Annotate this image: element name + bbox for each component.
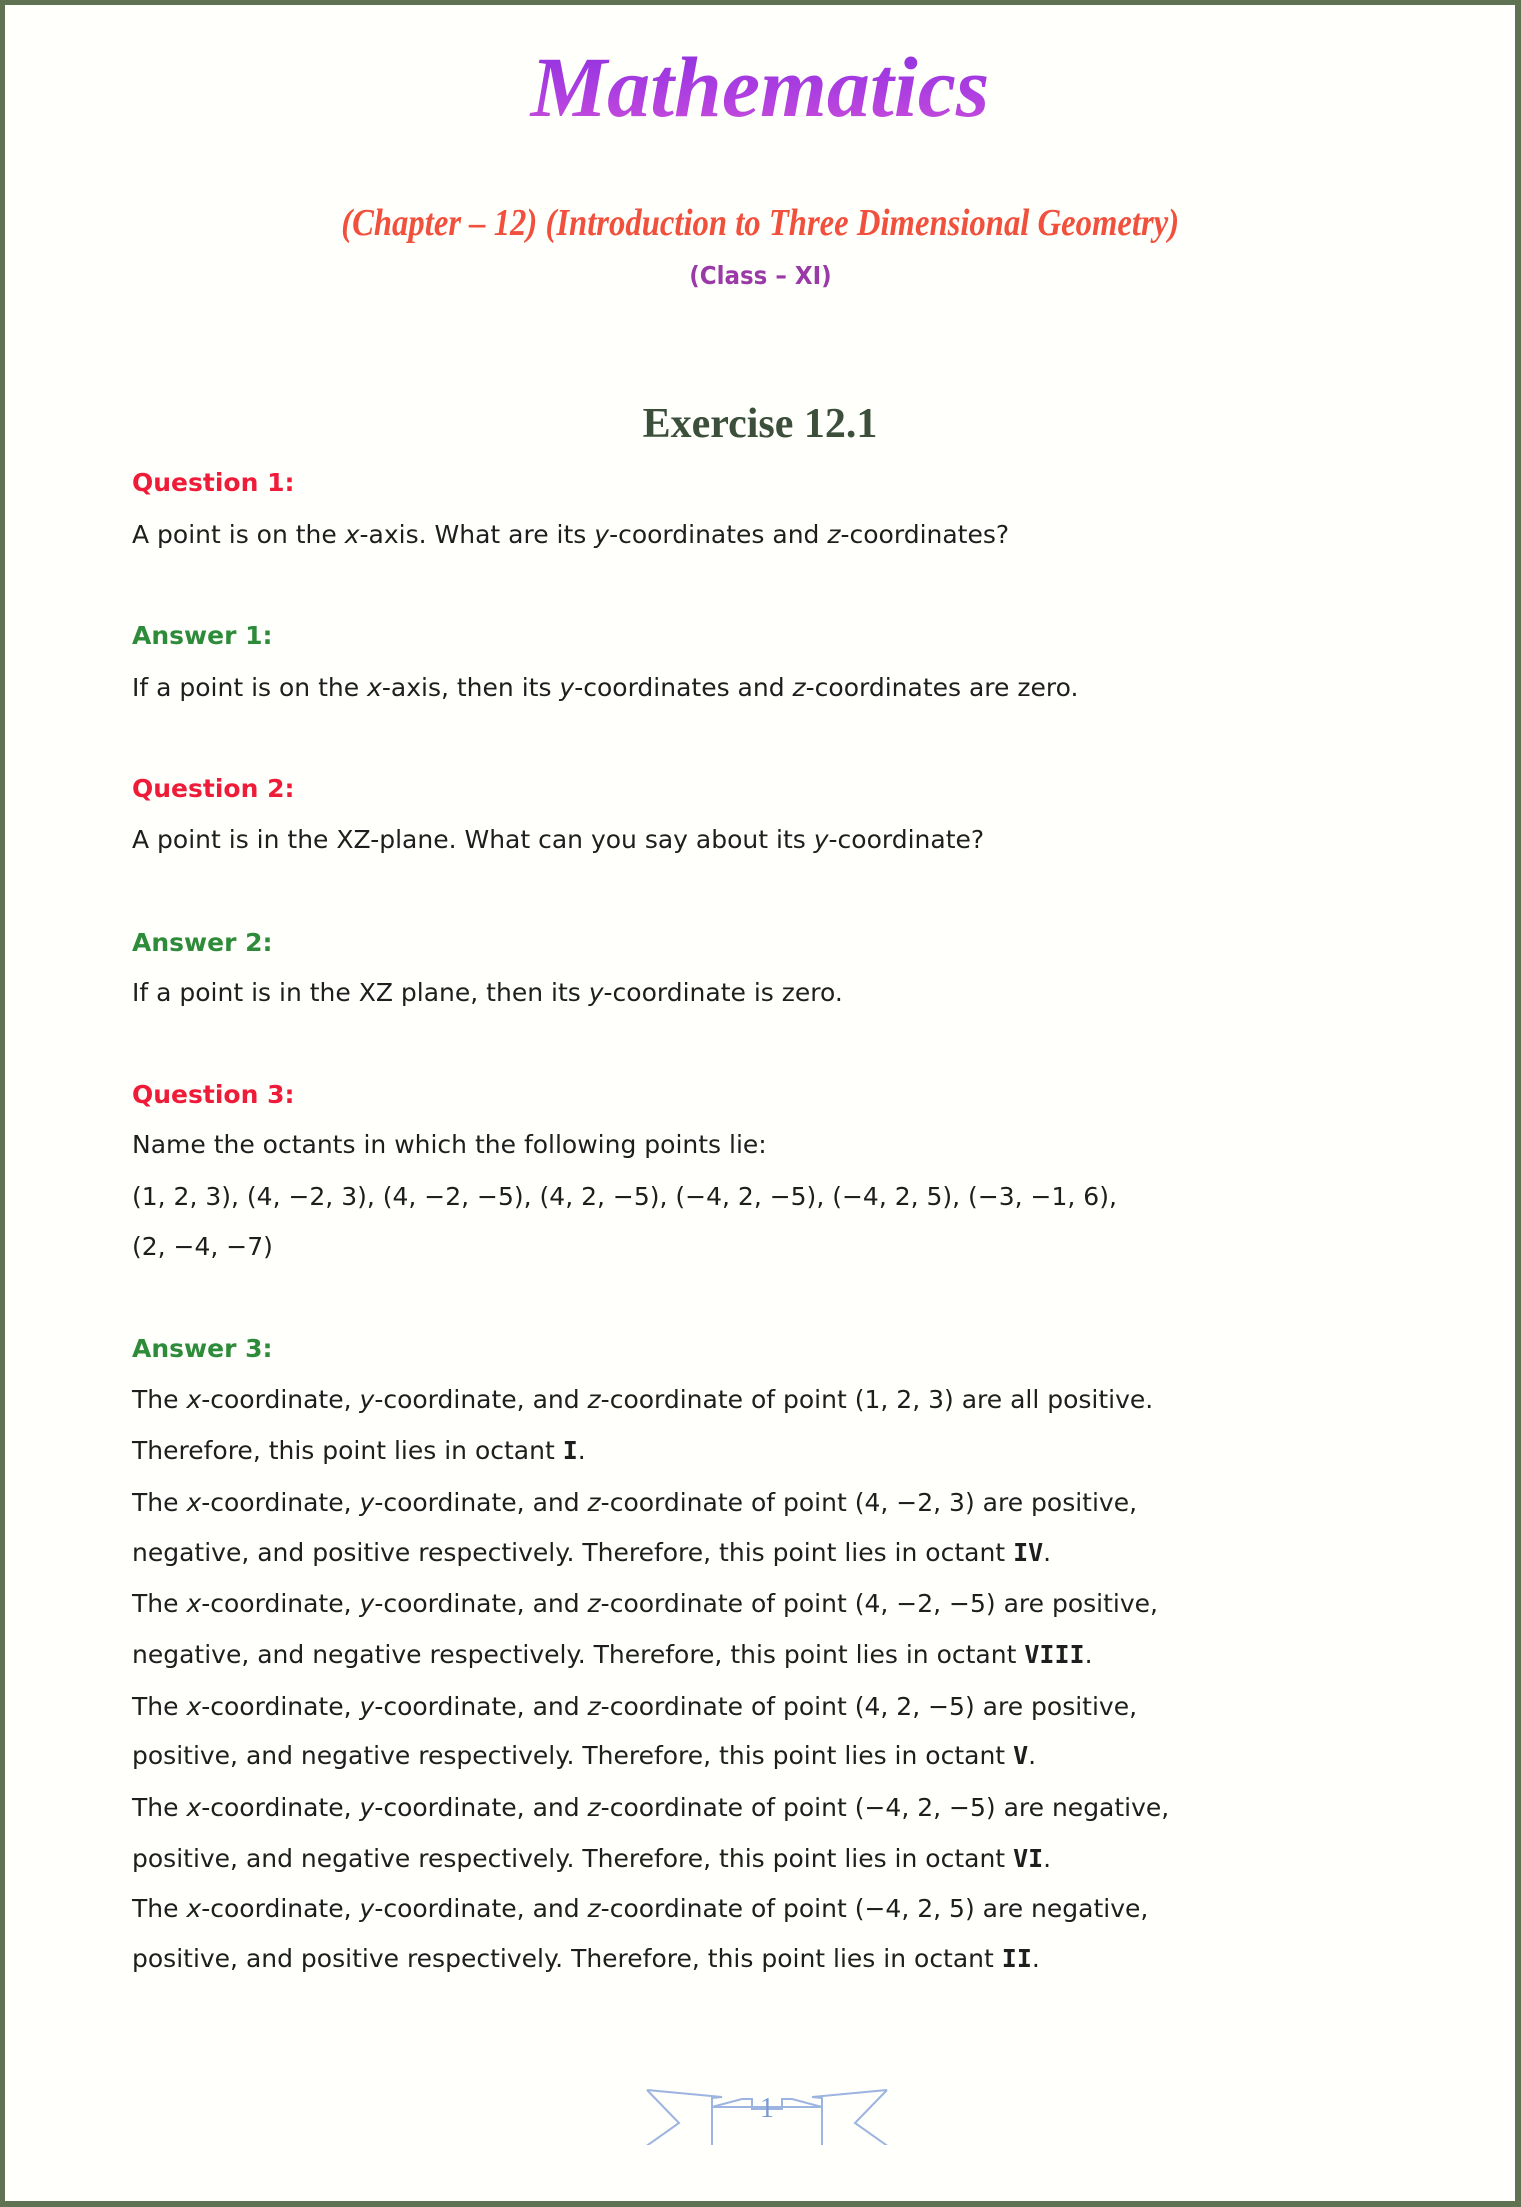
text-run: -coordinate of point (600, 1894, 855, 1923)
math-variable: z (587, 1793, 601, 1822)
answer-1-text (132, 670, 1078, 706)
math-variable: x (186, 1488, 202, 1517)
point-coordinates: (1, 2, 3) (854, 1385, 954, 1414)
math-variable: x (367, 673, 382, 702)
chapter-text: (Chapter – 12) (Introduction to Three Dimensional Geometry) (341, 202, 1179, 244)
answer-1-label: Answer 1: (132, 621, 273, 650)
text-run: -coordinates are zero. (805, 673, 1079, 702)
math-variable: y (359, 1793, 375, 1822)
chapter-heading (5, 201, 1515, 245)
text-run: -coordinate, (201, 1894, 360, 1923)
text-run: are positive, (995, 1589, 1158, 1618)
text-run: -coordinate of point (600, 1488, 855, 1517)
question-1-text (132, 517, 1009, 553)
text-run: positive, and negative respectively. Therefore, this point lies in octant (132, 1741, 1014, 1770)
point-coordinates: (4, −2, −5) (854, 1589, 996, 1618)
point-coordinates: (4, −2, 3) (854, 1488, 975, 1517)
answer-3-item-5-line-2 (132, 1841, 1051, 1877)
answer-3-item-3-line-2 (132, 1637, 1093, 1673)
text-run: are negative, (995, 1793, 1170, 1822)
answer-3-label: Answer 3: (132, 1334, 273, 1363)
math-variable: y (359, 1385, 375, 1414)
text-run: If a point is on the (132, 673, 368, 702)
octant-numeral: II (1001, 1944, 1032, 1973)
text-run: . (1043, 1538, 1052, 1567)
answer-3-item-3-line-1 (132, 1586, 1158, 1622)
text-run: positive, and positive respectively. Therefore, this point lies in octant (132, 1944, 1002, 1973)
math-variable: y (359, 1488, 375, 1517)
text-run: A point is on the (132, 520, 345, 549)
answer-3-item-4-line-2 (132, 1738, 1036, 1774)
text-run: -axis. What are its (359, 520, 595, 549)
math-variable: x (186, 1589, 202, 1618)
math-variable: y (588, 978, 604, 1007)
point-coordinates: (−4, 2, −5) (854, 1793, 996, 1822)
text-run: -coordinate, and (374, 1385, 588, 1414)
point-coordinates: (−4, 2, 5) (854, 1894, 975, 1923)
math-variable: y (813, 825, 829, 854)
text-run: . (1028, 1741, 1037, 1770)
math-variable: x (186, 1692, 202, 1721)
answer-3-item-4-line-1 (132, 1689, 1137, 1725)
exercise-title: Exercise 12.1 (642, 401, 878, 447)
subject-title: Mathematics (5, 37, 1515, 137)
class-label (5, 259, 1515, 293)
text-run: The (132, 1385, 187, 1414)
class-text: (Class – XI) (688, 261, 832, 290)
question-3-text-line-2: (1, 2, 3), (4, −2, 3), (4, −2, −5), (4, 2, −5), (−4, 2, −5), (−4, 2, 5), (−3, −1, 6), (132, 1182, 1117, 1211)
text-run: . (1043, 1844, 1052, 1873)
text-run: -coordinate, and (374, 1793, 588, 1822)
text-run: -coordinate, (201, 1488, 360, 1517)
math-variable: y (594, 520, 610, 549)
answer-3-item-2-line-2 (132, 1535, 1051, 1571)
math-variable: y (359, 1589, 375, 1618)
text-run: are positive, (974, 1692, 1138, 1721)
text-run: -coordinates? (840, 520, 1010, 549)
octant-numeral: VIII (1024, 1640, 1085, 1669)
text-run: are positive, (974, 1488, 1138, 1517)
text-run: -coordinate of point (600, 1385, 855, 1414)
text-run: are all positive. (953, 1385, 1154, 1414)
text-run: -coordinate, and (374, 1589, 588, 1618)
text-run: -coordinate of point (600, 1793, 855, 1822)
math-variable: y (359, 1692, 375, 1721)
answer-3-item-1-line-2 (132, 1433, 586, 1469)
document-page (5, 5, 1515, 2201)
text-run: The (132, 1692, 187, 1721)
text-run: -coordinate, (201, 1385, 360, 1414)
math-variable: y (559, 673, 575, 702)
text-run: The (132, 1793, 187, 1822)
octant-numeral: VI (1013, 1844, 1044, 1873)
octant-numeral: IV (1013, 1538, 1044, 1567)
text-run: -coordinate? (828, 825, 985, 854)
answer-3-item-1-line-1 (132, 1382, 1153, 1418)
question-3-text-line-3: (2, −4, −7) (132, 1232, 273, 1261)
text-run: -coordinate, and (374, 1692, 588, 1721)
point-coordinates: (4, 2, −5) (854, 1692, 975, 1721)
text-run: -coordinates and (574, 673, 793, 702)
text-run: -coordinate of point (600, 1589, 855, 1618)
answer-3-item-2-line-1 (132, 1485, 1137, 1521)
question-3-label: Question 3: (132, 1080, 295, 1109)
text-run: -coordinate is zero. (603, 978, 843, 1007)
math-variable: z (587, 1589, 601, 1618)
text-run: -coordinate, (201, 1793, 360, 1822)
text-run: positive, and negative respectively. Therefore, this point lies in octant (132, 1844, 1014, 1873)
text-run: -coordinate of point (600, 1692, 855, 1721)
text-run: . (1031, 1944, 1040, 1973)
octant-numeral: V (1013, 1741, 1029, 1770)
text-run: negative, and positive respectively. Therefore, this point lies in octant (132, 1538, 1014, 1567)
text-run: The (132, 1894, 187, 1923)
text-run: -coordinate, and (374, 1488, 588, 1517)
answer-2-label: Answer 2: (132, 928, 273, 957)
text-run: -coordinate, (201, 1589, 360, 1618)
math-variable: y (359, 1894, 375, 1923)
text-run: . (577, 1436, 586, 1465)
answer-3-item-5-line-1 (132, 1790, 1169, 1826)
text-run: negative, and negative respectively. Therefore, this point lies in octant (132, 1640, 1025, 1669)
text-run: -coordinates and (609, 520, 828, 549)
answer-2-text (132, 975, 843, 1011)
text-run: -axis, then its (381, 673, 560, 702)
text-run: If a point is in the XZ plane, then its (132, 978, 589, 1007)
question-3-text-line-1: Name the octants in which the following points lie: (132, 1130, 767, 1159)
math-variable: x (186, 1793, 202, 1822)
text-run: The (132, 1589, 187, 1618)
math-variable: x (186, 1385, 202, 1414)
text-run: A point is in the XZ-plane. What can you say about its (132, 825, 814, 854)
question-2-label: Question 2: (132, 774, 295, 803)
question-2-text (132, 822, 984, 858)
text-run: -coordinate, and (374, 1894, 588, 1923)
text-run: are negative, (974, 1894, 1149, 1923)
text-run: . (1084, 1640, 1093, 1669)
math-variable: x (344, 520, 360, 549)
text-run: Therefore, this point lies in octant (132, 1436, 563, 1465)
octant-numeral: I (562, 1436, 578, 1465)
math-variable: z (587, 1385, 601, 1414)
text-run: -coordinate, (201, 1692, 360, 1721)
question-1-label: Question 1: (132, 468, 295, 497)
math-variable: z (587, 1488, 601, 1517)
math-variable: z (587, 1692, 601, 1721)
answer-3-item-6-line-1 (132, 1891, 1148, 1927)
math-variable: z (827, 520, 841, 549)
text-run: The (132, 1488, 187, 1517)
page-footer (617, 2065, 917, 2145)
math-variable: x (186, 1894, 202, 1923)
page-number: 1 (760, 2093, 774, 2124)
math-variable: z (792, 673, 806, 702)
math-variable: z (587, 1894, 601, 1923)
answer-3-item-6-line-2 (132, 1941, 1040, 1977)
